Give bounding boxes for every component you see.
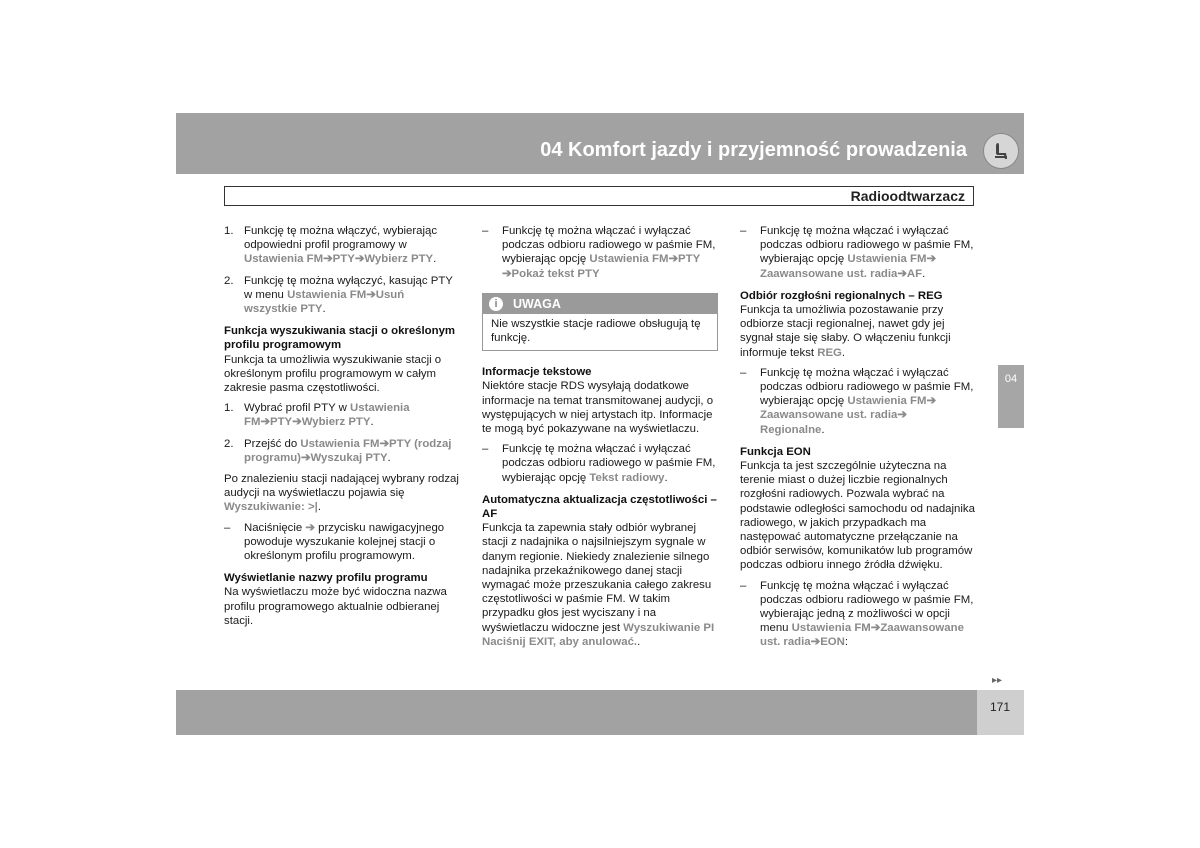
column-2: [482, 224, 718, 655]
paragraph: Funkcja ta umożliwia wyszukiwanie stacji o określonym profilu programowym w całym zakresie pasma częstotliwości.: [224, 353, 442, 395]
heading: Informacje tekstowe: [482, 366, 592, 379]
arrow-icon: ➔: [668, 253, 679, 266]
arrow-icon: ➔: [870, 622, 881, 635]
arrow-icon: ➔: [300, 451, 311, 464]
note-title: UWAGA: [513, 296, 561, 311]
paragraph: Po znalezieniu stacji nadającej wybrany rodzaj audycji na wyświetlaczu pojawia się Wyszukiwanie: >|.: [224, 473, 459, 514]
paragraph: Na wyświetlaczu może być widoczna nazwa profilu programowego aktualnie odbieranej stacji.: [224, 586, 447, 627]
list-item: 1. Wybrać profil PTY w Ustawienia FM➔PTY➔Wybierz PTY.: [224, 402, 410, 429]
arrow-icon: ➔: [305, 521, 315, 534]
heading: Funkcja EON: [740, 445, 811, 458]
continue-arrow-icon: ▸▸: [992, 675, 1003, 686]
paragraph: Niektóre stacje RDS wysyłają dodatkowe informacje na temat transmitowanej audycji, o występujących w niej artystach itp. Informacje te mogą być pokazywane na wyświetlaczu.: [482, 380, 714, 436]
arrow-icon: ➔: [379, 437, 390, 450]
arrow-icon: ➔: [366, 288, 376, 301]
footer-bar: [176, 690, 1024, 735]
section-bar: [224, 186, 974, 206]
list-item: – Naciśnięcie ➔ przycisku nawigacyjnego powoduje wyszukanie kolejnej stacji o określonym profilu programowym.: [224, 521, 445, 563]
paragraph: Funkcja ta jest szczególnie użyteczna na terenie miast o dużej liczbie regionalnych rozgłośni radiowych. Pozwala wybrać na podstawie odległości samochodu od nadajnika radiowego, w jakich przypadkach ma następować automatyczne przełączanie na odbiór serwisów, komunikatów lub programów podczas odbioru innego źródła dźwięku.: [740, 460, 975, 572]
list-item: – Funkcję tę można włączać i wyłączać podczas odbioru radiowego w paśmie FM, wybierając opcję Ustawienia FM➔PTY ➔Pokaż tekst PTY: [482, 225, 716, 280]
arrow-icon: ➔: [323, 253, 333, 266]
column-3: [740, 224, 976, 657]
section-title: Radioodtwarzacz: [850, 188, 965, 204]
arrow-icon: ➔: [292, 416, 302, 429]
arrow-icon: ➔: [260, 416, 270, 429]
paragraph: Funkcja ta umożliwia pozostawanie przy odbiorze stacji regionalnej, nawet gdy jej sygnał staje się słaby. O włączeniu funkcji informuje tekst REG.: [740, 304, 951, 359]
info-icon: i: [489, 297, 503, 311]
seat-icon: [983, 133, 1019, 169]
list-item: – Funkcję tę można włączać i wyłączać podczas odbioru radiowego w paśmie FM, wybierając jedną z możliwości w opcji menu Ustawienia FM➔Zaawansowane ust. radia➔EON:: [740, 579, 974, 649]
arrow-icon: ➔: [897, 267, 907, 280]
arrow-icon: ➔: [354, 253, 365, 266]
arrow-icon: ➔: [810, 636, 821, 649]
arrow-icon: ➔: [926, 395, 937, 408]
column-1: [224, 224, 460, 634]
list-item: 2. Przejść do Ustawienia FM➔PTY (rodzaj programu)➔Wyszukaj PTY.: [224, 437, 452, 464]
chapter-title: 04 Komfort jazdy i przyjemność prowadzenia: [540, 139, 967, 161]
page-number: 171: [990, 700, 1011, 714]
note-box: [482, 293, 718, 351]
list-item: – Funkcję tę można włączać i wyłączać podczas odbioru radiowego w paśmie FM, wybierając opcję Ustawienia FM➔ Zaawansowane ust. radia➔ Regionalne.: [740, 366, 974, 436]
heading: Automatyczna aktualizacja częstotliwości – AF: [482, 493, 717, 521]
arrow-icon: ➔: [926, 253, 937, 266]
note-body: Nie wszystkie stacje radiowe obsługują tę funkcję.: [491, 317, 701, 345]
paragraph: Funkcja ta zapewnia stały odbiór wybranej stacji z nadajnika o najsilniejszym sygnale w danym regionie. Niekiedy znalezienie silnego nadajnika przekaźnikowego danej stacji wymagać może przeszukania całego zakresu częstotliwości w paśmie FM. W takim przypadku głos jest wyciszany i na wyświetlaczu widoczne jest Wyszukiwanie PI Naciśnij EXIT, aby anulować..: [482, 522, 715, 648]
list-item: – Funkcję tę można włączać i wyłączać podczas odbioru radiowego w paśmie FM, wybierając opcję Tekst radiowy.: [482, 443, 716, 484]
arrow-icon: ➔: [502, 267, 512, 280]
heading: Wyświetlanie nazwy profilu programu: [224, 572, 428, 585]
list-item: 1. Funkcję tę można włączyć, wybierając odpowiedni profil programowy w Ustawienia FM➔PTY➔Wybierz PTY.: [224, 225, 438, 266]
chapter-side-tab: 04: [998, 365, 1024, 428]
list-item: – Funkcję tę można włączać i wyłączać podczas odbioru radiowego w paśmie FM, wybierając opcję Ustawienia FM➔ Zaawansowane ust. radia➔AF.: [740, 225, 974, 280]
list-item: 2. Funkcję tę można wyłączyć, kasując PTY w menu Ustawienia FM➔Usuń wszystkie PTY.: [224, 274, 453, 316]
arrow-icon: ➔: [897, 409, 907, 422]
heading: Funkcja wyszukiwania stacji o określonym profilu programowym: [224, 325, 456, 352]
heading: Odbiór rozgłośni regionalnych – REG: [740, 289, 943, 302]
note-header: [483, 294, 717, 314]
